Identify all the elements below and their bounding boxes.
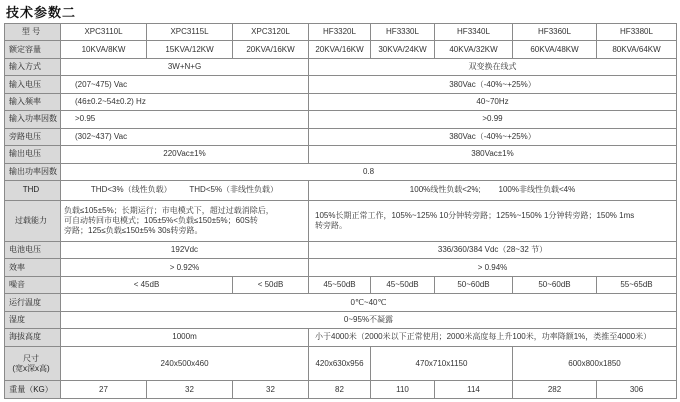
header-label: 型 号 — [5, 24, 61, 41]
row-label: 重量（KG） — [5, 381, 61, 399]
row-label: 海拔高度 — [5, 329, 61, 346]
value-cell: 32 — [147, 381, 233, 399]
model-cell: HF3320L — [309, 24, 371, 41]
value-cell: 10KVA/8KW — [61, 41, 147, 58]
value-cell: 80KVA/64KW — [597, 41, 677, 58]
row-label: 额定容量 — [5, 41, 61, 58]
value-cell: 小于4000米（2000米以下正常使用；2000米高度每上升100米，功率降额1%，类推至4000米） — [309, 329, 677, 346]
value-cell: 600x800x1850 — [513, 346, 677, 381]
value-cell: 20KVA/16KW — [233, 41, 309, 58]
model-cell: XPC3110L — [61, 24, 147, 41]
value-cell: 220Vac±1% — [61, 146, 309, 163]
row-label: 效率 — [5, 259, 61, 276]
row-label: 输出电压 — [5, 146, 61, 163]
row-dimensions — [5, 346, 677, 381]
value-cell: (207~475) Vac — [61, 76, 309, 93]
row-thd — [5, 180, 677, 200]
model-cell: HF3340L — [435, 24, 513, 41]
value-cell: (302~437) Vac — [61, 128, 309, 145]
value-cell: >0.95 — [61, 111, 309, 128]
value-cell: 27 — [61, 381, 147, 399]
model-cell: HF3380L — [597, 24, 677, 41]
row-label: 输入电压 — [5, 76, 61, 93]
row-label: 旁路电压 — [5, 128, 61, 145]
value-cell: 双变换在线式 — [309, 58, 677, 75]
value-cell: (46±0.2~54±0.2) Hz — [61, 93, 309, 110]
row-battery-voltage — [5, 241, 677, 258]
row-label: 运行温度 — [5, 294, 61, 311]
value-cell: > 0.92% — [61, 259, 309, 276]
value-cell: 336/360/384 Vdc（28~32 节） — [309, 241, 677, 258]
row-overload — [5, 200, 677, 241]
text-line: 转旁路。 — [315, 220, 347, 230]
label-line: 尺寸 — [23, 353, 39, 363]
value-cell: 114 — [435, 381, 513, 399]
row-output-pf — [5, 163, 677, 180]
row-capacity — [5, 41, 677, 58]
row-label: 湿度 — [5, 311, 61, 328]
value-cell: 240x500x460 — [61, 346, 309, 381]
value-cell: 32 — [233, 381, 309, 399]
model-cell: HF3360L — [513, 24, 597, 41]
row-bypass-voltage — [5, 128, 677, 145]
value-cell: 50~60dB — [435, 276, 513, 293]
value-cell: > 0.94% — [309, 259, 677, 276]
row-altitude — [5, 329, 677, 346]
row-label: 输出功率因数 — [5, 163, 61, 180]
value-cell — [61, 200, 309, 241]
row-label: 噪音 — [5, 276, 61, 293]
row-label: 输入频率 — [5, 93, 61, 110]
row-humidity — [5, 311, 677, 328]
value-cell: 30KVA/24KW — [371, 41, 435, 58]
value-cell: 45~50dB — [309, 276, 371, 293]
value-cell: 380Vac±1% — [309, 146, 677, 163]
row-label: 电池电压 — [5, 241, 61, 258]
text-line: 105%长期正常工作，105%~125% 10分钟转旁路；125%~150% 1分钟转旁路；150% 1ms — [315, 210, 635, 220]
text-line: 旁路；125≤负载≤150±5% 30s转旁路。 — [64, 225, 203, 235]
value-cell: 60KVA/48KW — [513, 41, 597, 58]
row-input-freq — [5, 93, 677, 110]
value-cell: 1000m — [61, 329, 309, 346]
page-title: 技术参数二 — [6, 6, 77, 21]
value-cell: 40~70Hz — [309, 93, 677, 110]
text-line: 负载≤105±5%；长期运行；市电模式下，超过过载消除后， — [64, 205, 274, 215]
table-header-row — [5, 24, 677, 41]
row-label: 过载能力 — [5, 200, 61, 241]
value-cell: 470x710x1150 — [371, 346, 513, 381]
value-cell: >0.99 — [309, 111, 677, 128]
value-cell: 110 — [371, 381, 435, 399]
row-label: 输入功率因数 — [5, 111, 61, 128]
row-label: 输入方式 — [5, 58, 61, 75]
value-cell: 0.8 — [61, 163, 677, 180]
row-efficiency — [5, 259, 677, 276]
text-line: 可自动转回市电模式；105±5%<负载≤150±5%；60S转 — [64, 215, 258, 225]
label-line: (宽x深x高) — [12, 363, 50, 373]
value-cell: 0~95%不凝露 — [61, 311, 677, 328]
model-cell: XPC3120L — [233, 24, 309, 41]
value-cell: THD<3%（线性负载） THD<5%（非线性负载） — [61, 180, 309, 200]
value-cell: 100%线性负载<2%; 100%非线性负载<4% — [309, 180, 677, 200]
value-cell — [309, 200, 677, 241]
value-cell: 192Vdc — [61, 241, 309, 258]
spec-table — [4, 23, 677, 399]
row-weight — [5, 381, 677, 399]
value-cell: < 45dB — [61, 276, 233, 293]
row-input-mode — [5, 58, 677, 75]
row-noise — [5, 276, 677, 293]
model-cell: XPC3115L — [147, 24, 233, 41]
value-cell: 45~50dB — [371, 276, 435, 293]
model-cell: HF3330L — [371, 24, 435, 41]
value-cell: 20KVA/16KW — [309, 41, 371, 58]
row-input-voltage — [5, 76, 677, 93]
value-cell: 82 — [309, 381, 371, 399]
value-cell: 15KVA/12KW — [147, 41, 233, 58]
value-cell: 55~65dB — [597, 276, 677, 293]
value-cell: 380Vac（-40%~+25%） — [309, 76, 677, 93]
value-cell: 282 — [513, 381, 597, 399]
row-label: THD — [5, 180, 61, 200]
value-cell: 420x630x956 — [309, 346, 371, 381]
row-label — [5, 346, 61, 381]
row-output-voltage — [5, 146, 677, 163]
value-cell: < 50dB — [233, 276, 309, 293]
value-cell: 0℃~40℃ — [61, 294, 677, 311]
value-cell: 3W+N+G — [61, 58, 309, 75]
value-cell: 40KVA/32KW — [435, 41, 513, 58]
row-input-pf — [5, 111, 677, 128]
value-cell: 50~60dB — [513, 276, 597, 293]
value-cell: 306 — [597, 381, 677, 399]
value-cell: 380Vac（-40%~+25%） — [309, 128, 677, 145]
row-op-temp — [5, 294, 677, 311]
